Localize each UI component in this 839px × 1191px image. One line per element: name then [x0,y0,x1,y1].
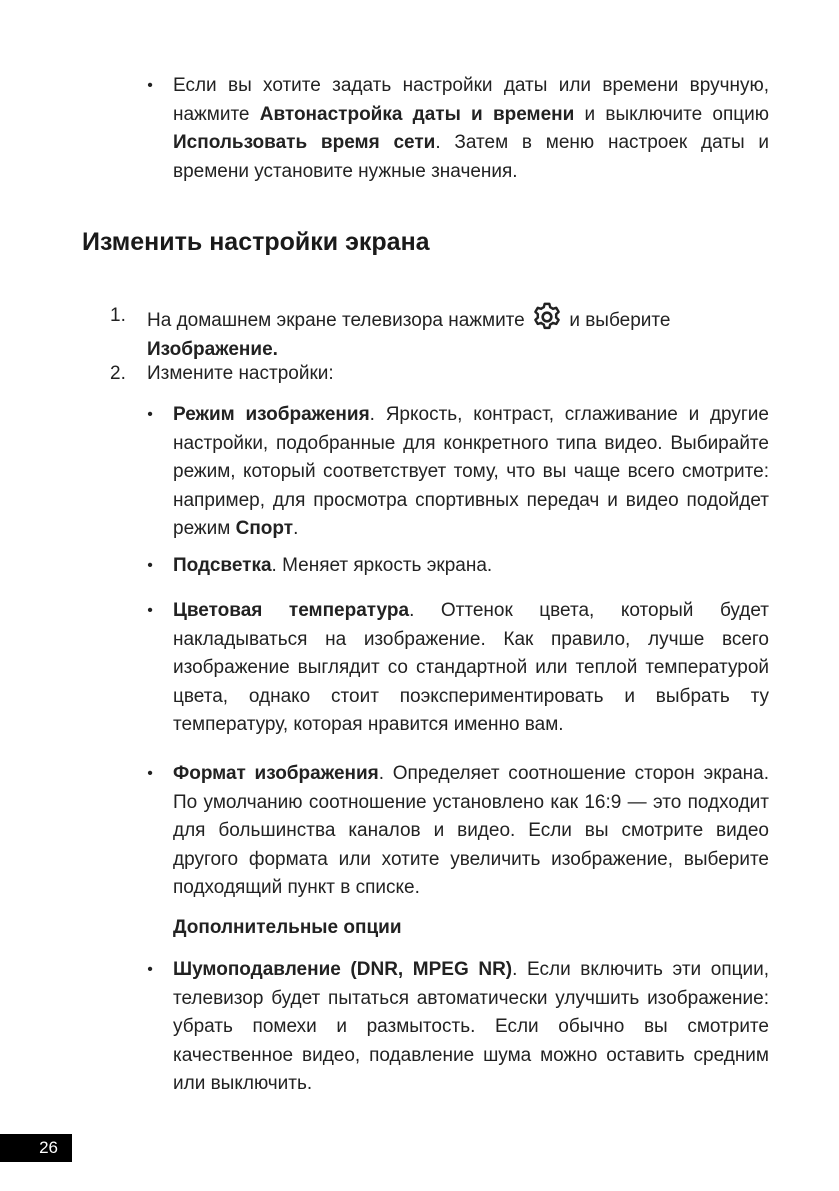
page-number: 26 [39,1138,58,1157]
setting-description: . Меняет яркость экрана. [271,555,493,576]
color-temperature-item [147,597,769,740]
section-title: Изменить настройки экрана [82,228,430,256]
intro-text: . Затем в меню настроек даты и времени установите нужные значения. [173,132,769,182]
setting-title: Шумоподавление (DNR, MPEG NR) [173,959,513,980]
setting-title: Подсветка [173,555,272,576]
picture-mode-item [147,401,769,544]
aspect-ratio-item [147,760,769,903]
backlight-item [147,552,769,581]
additional-options-heading: Дополнительные опции [173,917,402,938]
setting-title: Цветовая температура [173,600,410,621]
bullet-marker: • [147,765,153,782]
intro-text: Если вы хотите задать настройки даты или времени вручную, нажмите [173,75,769,125]
setting-description: . Яркость, контраст, сглаживание и другие настройки, подобранные для конкретного типа видео. Выбирайте режим, который соответствует тому, что вы чаще всего смотрите: например, для просмотра спортивных передач и видео подойдет режим [173,404,769,539]
picture-menu-label: Изображение. [147,338,278,360]
sport-mode-label: Спорт [235,518,294,539]
setting-description: . Определяет соотношение сторон экрана. По умолчанию соотношение установлено как 16:9 — это подходит для большинства каналов и видео. Если вы смотрите видео другого формата или хотите увеличить изображение, выберите подходящий пункт в списке. [173,763,769,898]
intro-bullet [147,72,769,186]
bullet-marker: • [147,77,153,94]
bullet-marker: • [147,406,153,423]
intro-text: и выключите опцию [574,103,769,125]
network-time-option: Использовать время сети [173,132,436,153]
auto-date-time-option: Автонастройка даты и времени [259,103,575,125]
step-number: 2. [110,363,126,384]
step-1 [110,302,747,364]
setting-title: Формат изображения [173,763,379,784]
setting-description: . [293,518,299,539]
setting-description: . Если включить эти опции, телевизор будет пытаться автоматически улучшить изображение: убрать помехи и размытость. Если обычно вы смотрите качественное видео, подавление шума можно оставить средним или выключить. [173,959,769,1094]
step-text: Измените настройки: [147,363,334,384]
step-number: 1. [110,305,126,326]
bullet-marker: • [147,961,153,978]
setting-title: Режим изображения [173,404,370,425]
step-text: и выберите [569,310,671,331]
bullet-marker: • [147,557,153,574]
step-text: На домашнем экране телевизора нажмите [147,310,525,331]
step-2 [110,360,747,389]
gear-icon [532,302,562,332]
noise-reduction-item [147,956,769,1099]
bullet-marker: • [147,602,153,619]
page-number-box [0,1134,72,1162]
setting-description: . Оттенок цвета, который будет накладываться на изображение. Как правило, лучше всего изображение выглядит со стандартной или теплой температурой цвета, однако стоит поэкспериментировать и выбрать ту температуру, которая нравится именно вам. [173,600,769,735]
